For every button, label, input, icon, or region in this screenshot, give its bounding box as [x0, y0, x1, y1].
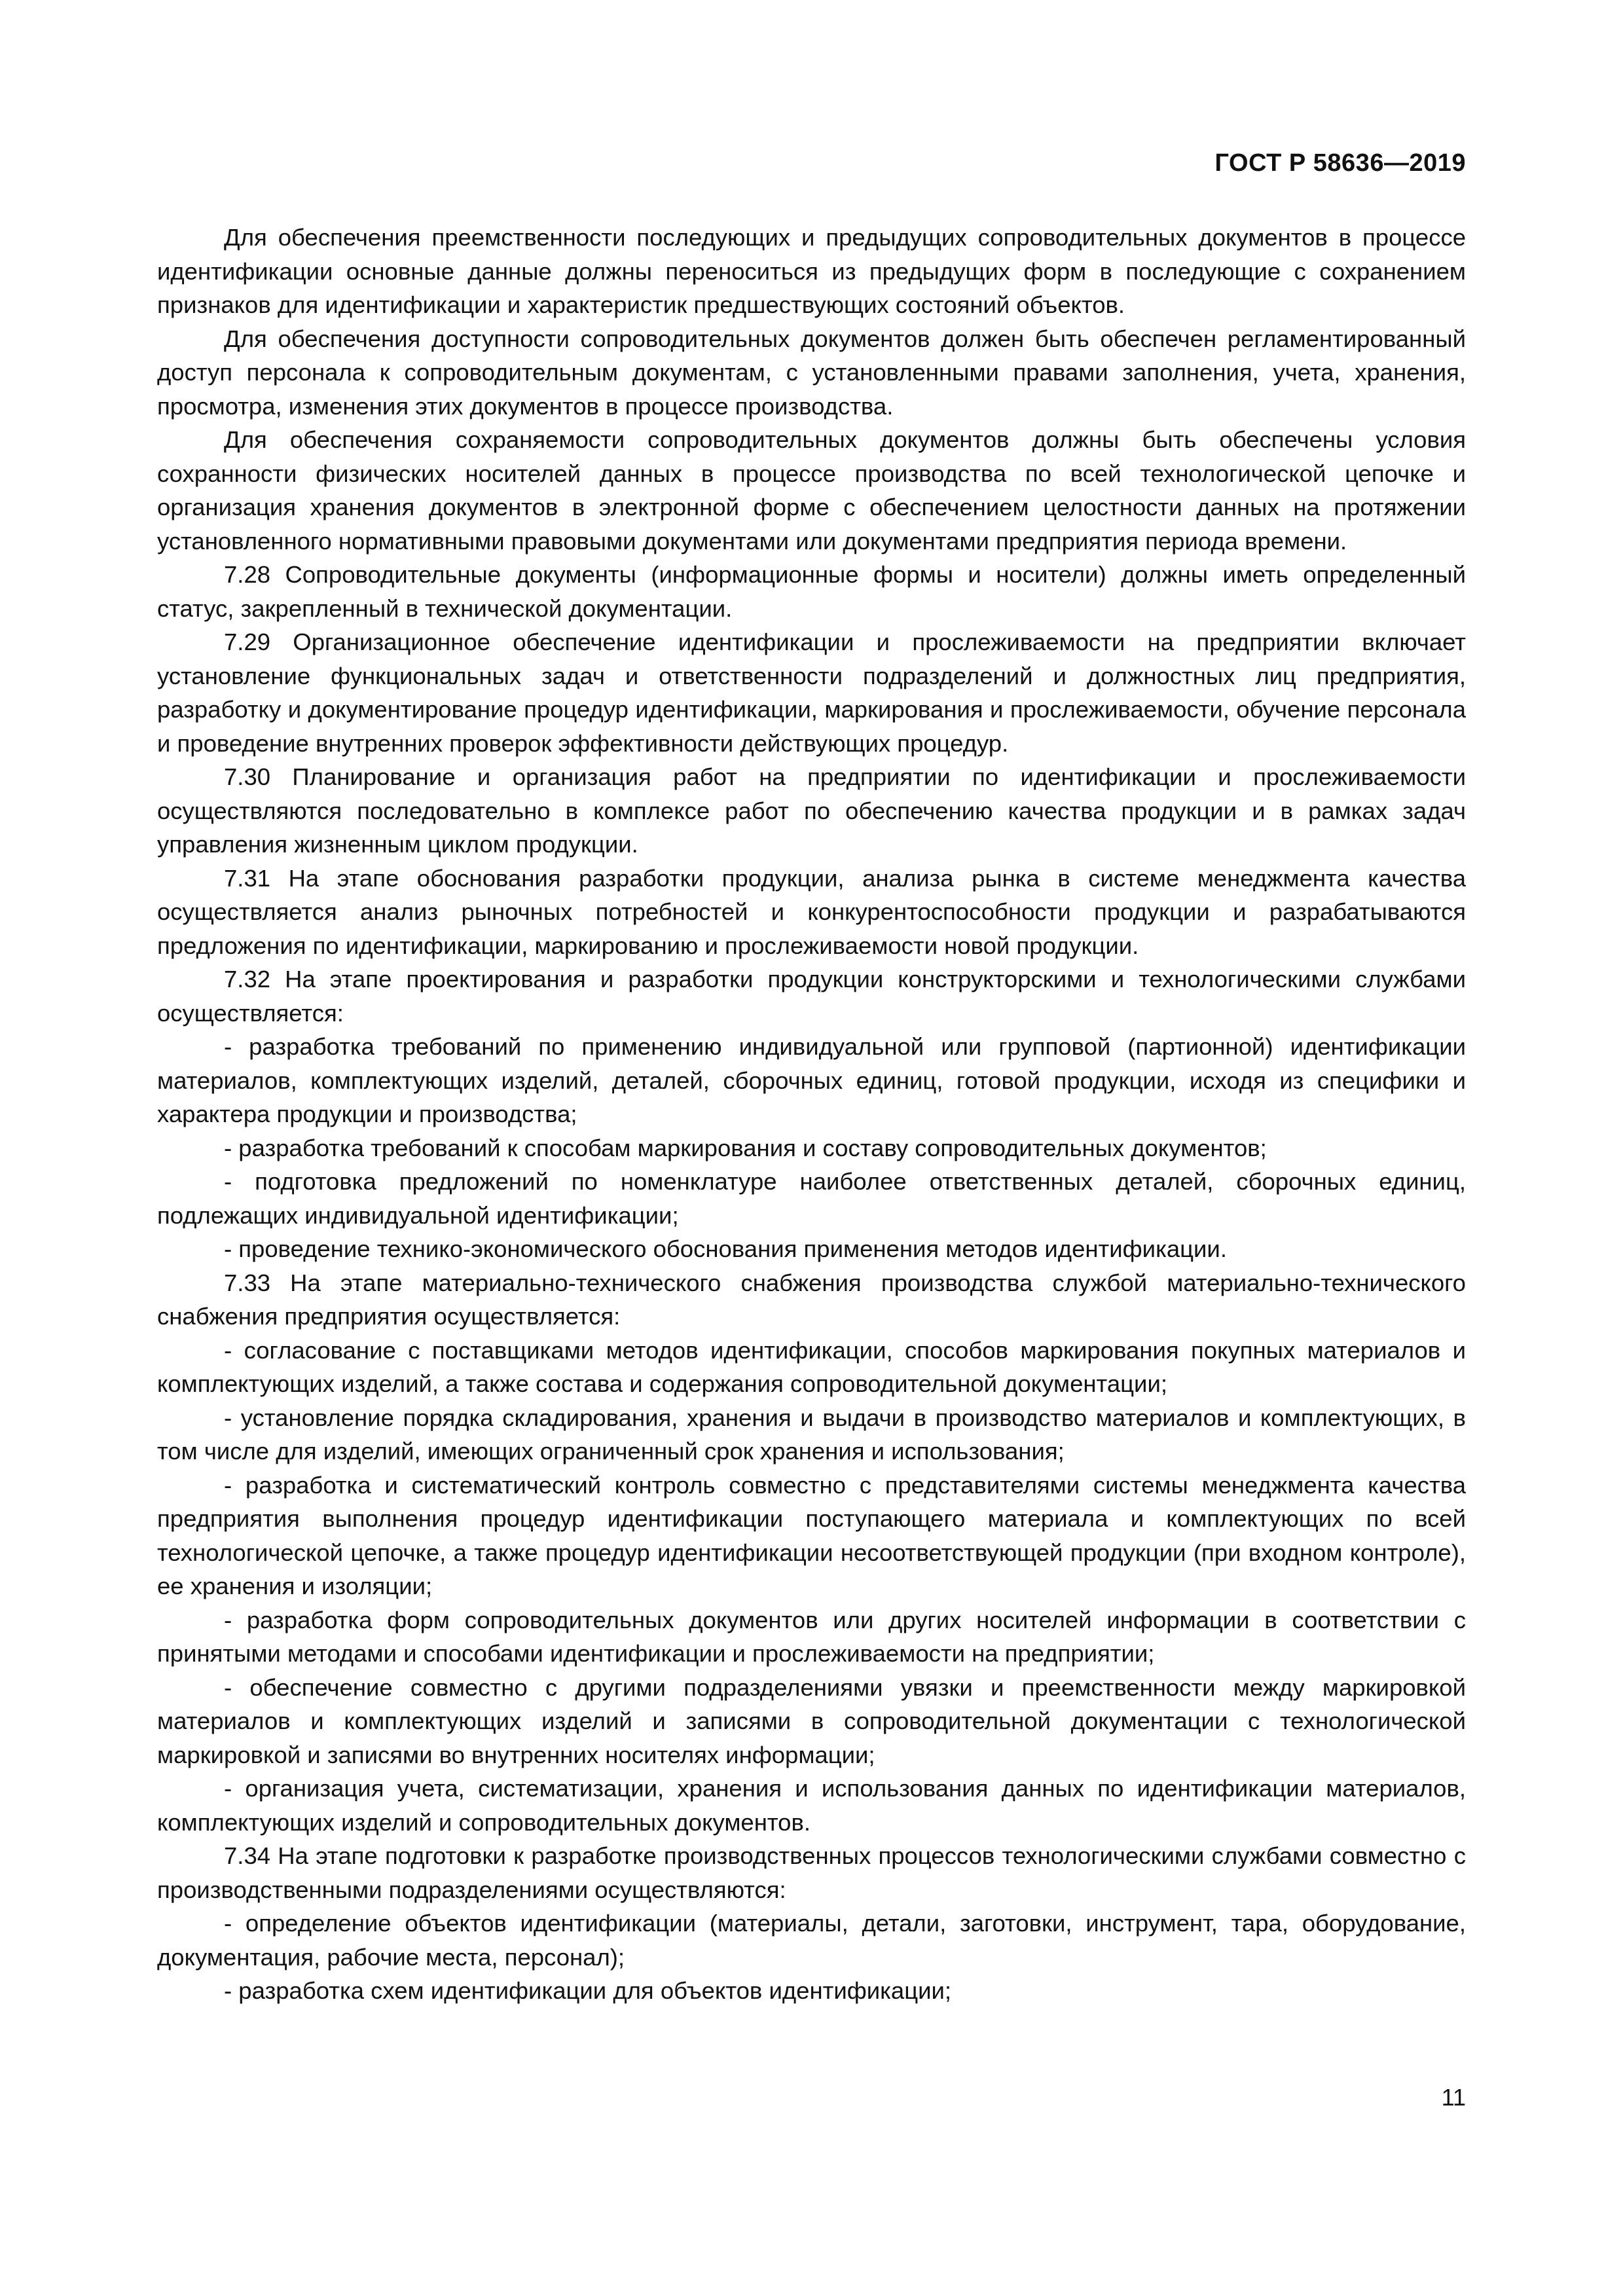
- list-item: - согласование с поставщиками методов идентификации, способов маркирования покупных материалов и комплектующих изделий, а также состава и содержания сопроводительной документации;: [157, 1336, 1466, 1397]
- clause-7-33: 7.33 На этапе материально-технического снабжения производства службой материально-технического снабжения предприятия осуществляется:: [157, 1269, 1466, 1330]
- list-item: - разработка форм сопроводительных документов или других носителей информации в соответствии с принятыми методами и способами идентификации и прослеживаемости на предприятии;: [157, 1606, 1466, 1667]
- list-item: - разработка схем идентификации для объектов идентификации;: [224, 1977, 952, 2004]
- list-item: - определение объектов идентификации (материалы, детали, заготовки, инструмент, тара, оборудование, документация, рабочие места, персонал);: [157, 1910, 1466, 1971]
- clause-7-29: 7.29 Организационное обеспечение идентификации и прослеживаемости на предприятии включает установление функциональных задач и ответственности подразделений и должностных лиц предприятия, разработку и документирование процедур идентификации, маркирования и прослеживаемости, обучение персонала и проведение внутренних проверок эффективности действующих процедур.: [157, 629, 1466, 757]
- clause-7-32: 7.32 На этапе проектирования и разработки продукции конструкторскими и технологическими службами осуществляется:: [157, 966, 1466, 1027]
- standard-code-header: ГОСТ Р 58636—2019: [1214, 149, 1466, 177]
- paragraph: Для обеспечения сохраняемости сопроводительных документов должны быть обеспечены условия сохранности физических носителей данных в процессе производства по всей технологической цепочке и организация хранения документов в электронной форме с обеспечением целостности данных на протяжении установленного нормативными правовыми документами или документами предприятия периода времени.: [157, 426, 1466, 555]
- body-text: [157, 221, 1466, 2008]
- list-item: - разработка и систематический контроль совместно с представителями системы менеджмента качества предприятия выполнения процедур идентификации поступающего материала и комплектующих по всей технологической цепочке, а также процедур идентификации несоответствующей продукции (при входном контроле), ее хранения и изоляции;: [157, 1471, 1466, 1599]
- list-item: - установление порядка складирования, хранения и выдачи в производство материалов и комплектующих, в том числе для изделий, имеющих ограниченный срок хранения и использования;: [157, 1404, 1466, 1465]
- list-item: - проведение технико-экономического обоснования применения методов идентификации.: [224, 1235, 1227, 1262]
- list-item: - обеспечение совместно с другими подразделениями увязки и преемственности между маркировкой материалов и комплектующих изделий и записями в сопроводительной документации с технологической маркировкой и записями во внутренних носителях информации;: [157, 1673, 1466, 1768]
- paragraph: Для обеспечения преемственности последующих и предыдущих сопроводительных документов в процессе идентификации основные данные должны переноситься из предыдущих форм в последующие с сохранением признаков для идентификации и характеристик предшествующих состояний объектов.: [157, 224, 1466, 318]
- list-item: - разработка требований к способам маркирования и составу сопроводительных документов;: [224, 1134, 1267, 1161]
- clause-7-30: 7.30 Планирование и организация работ на предприятии по идентификации и прослеживаемости осуществляются последовательно в комплексе работ по обеспечению качества продукции и в рамках задач управления жизненным циклом продукции.: [157, 763, 1466, 858]
- clause-7-28: 7.28 Сопроводительные документы (информационные формы и носители) должны иметь определенный статус, закрепленный в технической документации.: [157, 561, 1466, 622]
- page-number: 11: [1441, 2084, 1466, 2111]
- list-item: - разработка требований по применению индивидуальной или групповой (партионной) идентификации материалов, комплектующих изделий, деталей, сборочных единиц, готовой продукции, исходя из специфики и характера продукции и производства;: [157, 1033, 1466, 1127]
- clause-7-31: 7.31 На этапе обоснования разработки продукции, анализа рынка в системе менеджмента качества осуществляется анализ рыночных потребностей и конкурентоспособности продукции и разрабатываются предложения по идентификации, маркированию и прослеживаемости новой продукции.: [157, 864, 1466, 959]
- paragraph: Для обеспечения доступности сопроводительных документов должен быть обеспечен регламентированный доступ персонала к сопроводительным документам, с установленными правами заполнения, учета, хранения, просмотра, изменения этих документов в процессе производства.: [157, 325, 1466, 420]
- list-item: - подготовка предложений по номенклатуре наиболее ответственных деталей, сборочных единиц, подлежащих индивидуальной идентификации;: [157, 1168, 1466, 1229]
- list-item: - организация учета, систематизации, хранения и использования данных по идентификации материалов, комплектующих изделий и сопроводительных документов.: [157, 1775, 1466, 1836]
- clause-7-34: 7.34 На этапе подготовки к разработке производственных процессов технологическими службами совместно с производственными подразделениями осуществляются:: [157, 1842, 1466, 1903]
